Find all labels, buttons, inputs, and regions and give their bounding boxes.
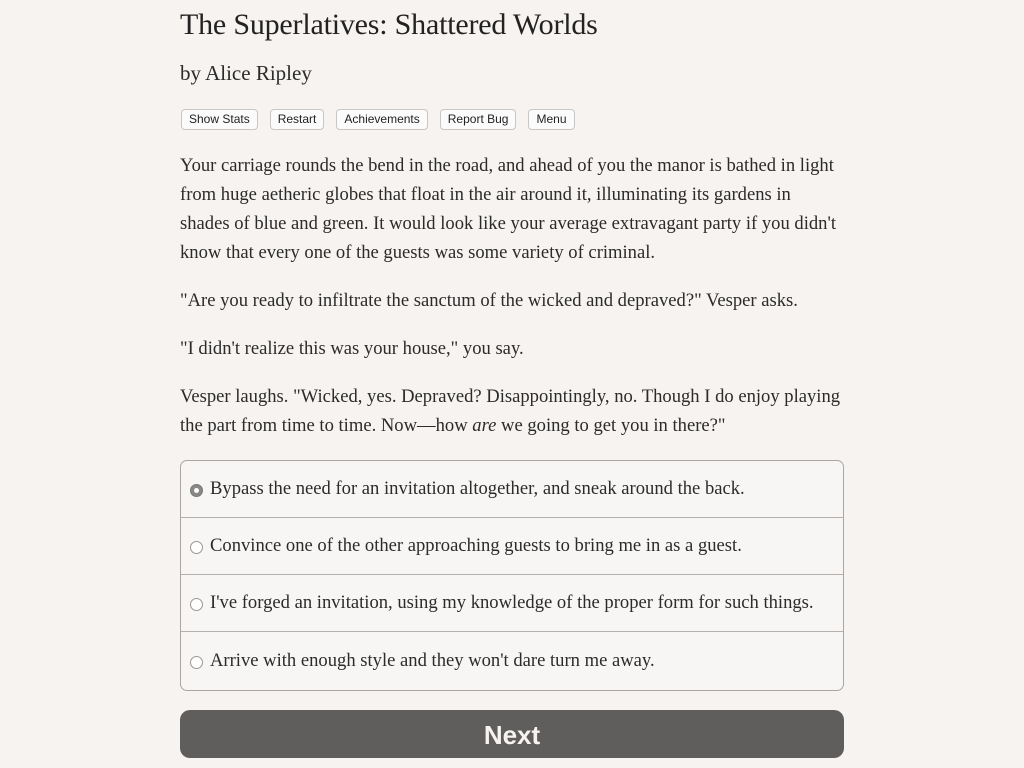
story-emphasis: are [472,415,497,436]
menu-button[interactable]: Menu [528,109,574,130]
story-text-segment: Vesper laughs. "Wicked, yes. Depraved? Disappointingly, no. Though I do enjoy playing the part from time to time. Now—how [180,386,841,436]
restart-button[interactable]: Restart [270,109,325,130]
story-paragraph: "Are you ready to infiltrate the sanctum of the wicked and depraved?" Vesper asks. [180,290,798,311]
achievements-button[interactable]: Achievements [336,109,427,130]
story-paragraph [180,382,844,440]
choice-list [180,460,844,691]
story-paragraph: Your carriage rounds the bend in the road, and ahead of you the manor is bathed in light from huge aetheric globes that float in the air around it, illuminating its gardens in shades of blue and green. It would look like your average extravagant party if you didn't know that every one of the guests was some variety of criminal. [180,155,836,263]
game-author: by Alice Ripley [180,61,312,85]
choice-label: I've forged an invitation, using my knowledge of the proper form for such things. [210,592,814,613]
choice-option-1[interactable] [181,461,843,518]
toolbar [181,109,575,130]
choice-label: Arrive with enough style and they won't dare turn me away. [210,650,655,671]
choice-label: Bypass the need for an invitation altogether, and sneak around the back. [210,478,745,499]
radio-button-selected-icon[interactable] [190,484,203,497]
story-paragraph: "I didn't realize this was your house," you say. [180,338,524,359]
choice-option-3[interactable] [181,575,843,632]
next-button[interactable]: Next [180,710,844,758]
story-text [180,151,844,459]
show-stats-button[interactable]: Show Stats [181,109,258,130]
game-title: The Superlatives: Shattered Worlds [180,8,598,41]
choice-label: Convince one of the other approaching guests to bring me in as a guest. [210,535,742,556]
radio-button-icon[interactable] [190,598,203,611]
report-bug-button[interactable]: Report Bug [440,109,517,130]
story-text-segment: we going to get you in there?" [496,415,726,436]
radio-button-icon[interactable] [190,541,203,554]
radio-button-icon[interactable] [190,656,203,669]
choice-option-4[interactable] [181,632,843,690]
choice-option-2[interactable] [181,518,843,575]
